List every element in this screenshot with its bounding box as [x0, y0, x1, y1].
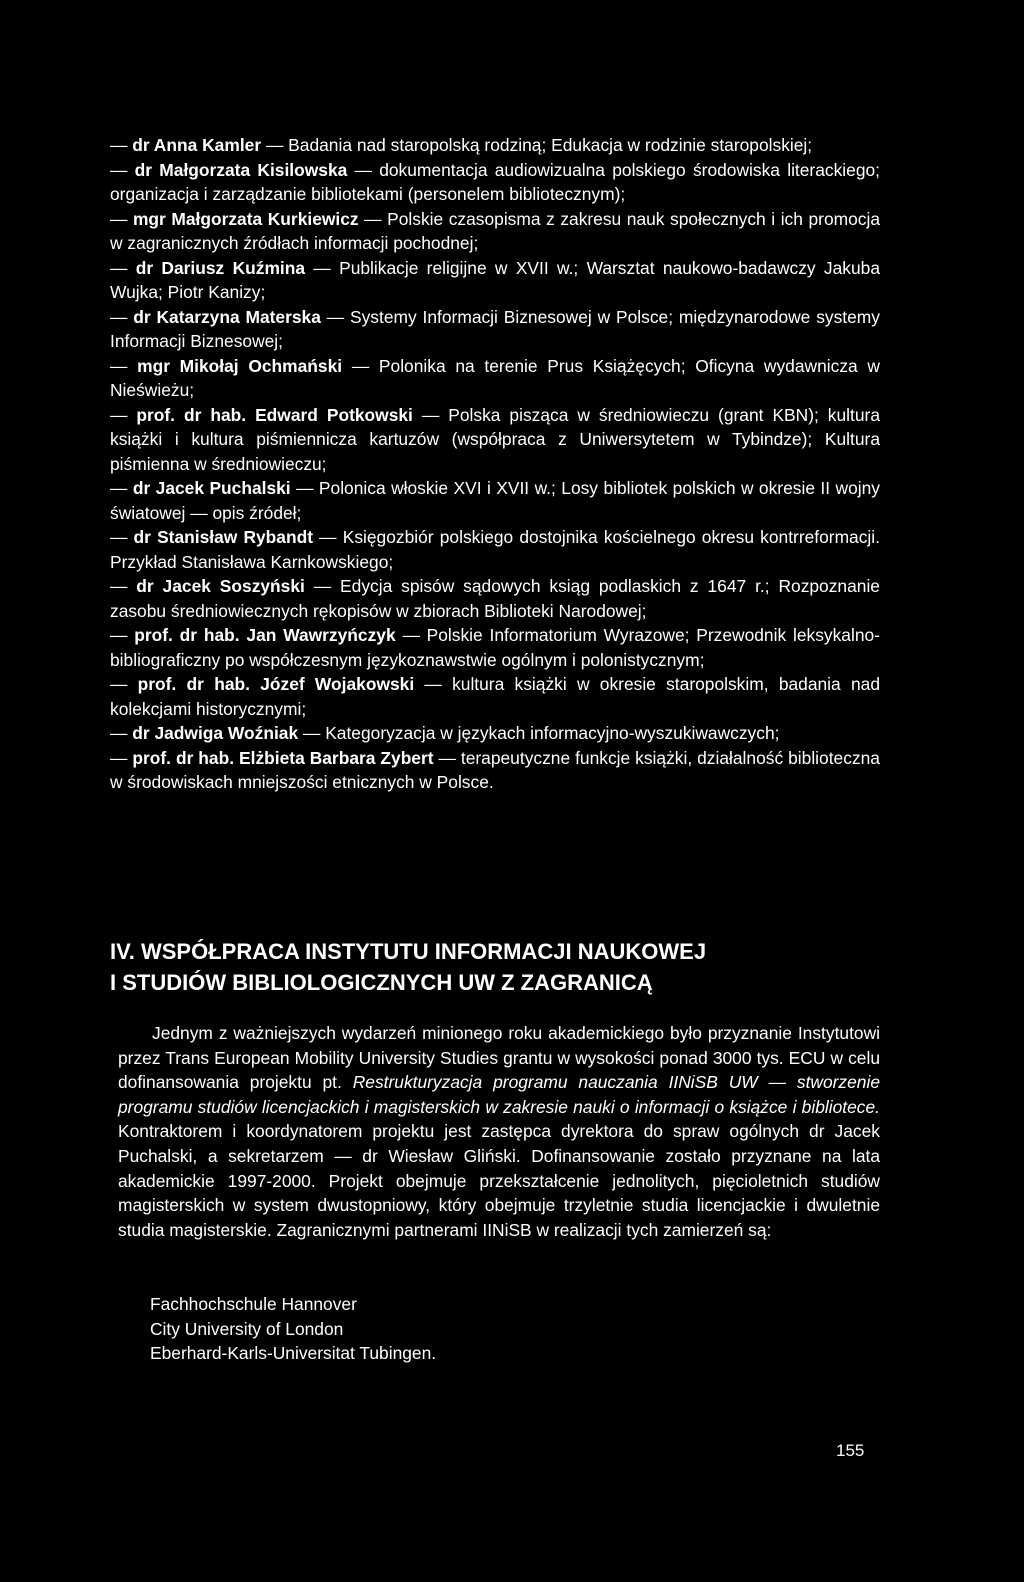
research-topics: Publikacje religijne w XVII w.; Warsztat naukowo-badawczy Jakuba Wujka; Piotr Kanizy; — [110, 257, 880, 302]
partner-list — [150, 1292, 436, 1366]
list-item: — dr Jacek Puchalski — Polonica włoskie XVI i XVII w.; Losy bibliotek polskich w okresie II wojny światowej — opis źródeł; — [110, 478, 880, 523]
person-name: dr Katarzyna Materska — [133, 306, 321, 327]
partner-item: Fachhochschule Hannover — [150, 1294, 357, 1314]
person-name: dr Anna Kamler — [132, 135, 262, 155]
person-name: prof. dr hab. Jan Wawrzyńczyk — [134, 625, 396, 645]
research-topics: Badania nad staropolską rodziną; Edukacja w rodzinie staropolskiej; — [288, 135, 813, 155]
section-heading-line: I STUDIÓW BIBLIOLOGICZNYCH UW Z ZAGRANICĄ — [110, 970, 653, 995]
section-heading-line: IV. WSPÓŁPRACA INSTYTUTU INFORMACJI NAUKOWEJ — [110, 939, 707, 964]
research-topics: Systemy Informacji Biznesowej w Polsce; międzynarodowe systemy Informacji Biznesowej; — [110, 306, 880, 351]
partner-item: City University of London — [150, 1318, 344, 1339]
research-topics: Polonika na terenie Prus Książęcych; Oficyna wydawnicza w Nieświeżu; — [110, 355, 880, 400]
research-topics: terapeutyczne funkcje książki, działalność biblioteczna w środowiskach mniejszości etnicznych w Polsce. — [110, 747, 880, 792]
person-name: prof. dr hab. Elżbieta Barbara Zybert — [132, 747, 434, 768]
person-name: dr Małgorzata Kisilowska — [134, 159, 348, 180]
list-item: — mgr Małgorzata Kurkiewicz — Polskie czasopisma z zakresu nauk społecznych i ich promocja w zagranicznych źródłach informacji pochodnej; — [110, 208, 880, 253]
research-topics: Edycja spisów sądowych ksiąg podlaskich z 1647 r.; Rozpoznanie zasobu średniowiecznych rękopisów w zbiorach Biblioteki Narodowej; — [110, 576, 880, 621]
person-name: mgr Mikołaj Ochmański — [137, 355, 343, 376]
list-item: — prof. dr hab. Edward Potkowski — Polska pisząca w średniowieczu (grant KBN); kultura książki i kultura piśmiennicza kartuzów (współpraca z Uniwersytetem w Tybindze); Kultura piśmienna w średniowieczu; — [110, 404, 880, 474]
staff-research-list — [110, 133, 880, 795]
research-topics: Polskie czasopisma z zakresu nauk społecznych i ich promocja w zagranicznych źródłach informacji pochodnej; — [110, 208, 880, 253]
list-item: — mgr Mikołaj Ochmański — Polonika na terenie Prus Książęcych; Oficyna wydawnicza w Nieświeżu; — [110, 355, 880, 400]
list-item: — prof. dr hab. Jan Wawrzyńczyk — Polskie Informatorium Wyrazowe; Przewodnik leksykalno-bibliograficzny po współczesnym językoznawstwie ogólnym i polonistycznym; — [110, 625, 880, 670]
person-name: prof. dr hab. Edward Potkowski — [136, 404, 413, 425]
list-item: — dr Jacek Soszyński — Edycja spisów sądowych ksiąg podlaskich z 1647 r.; Rozpoznanie zasobu średniowiecznych rękopisów w zbiorach Biblioteki Narodowej; — [110, 576, 880, 621]
person-name: dr Dariusz Kuźmina — [135, 257, 306, 278]
research-topics: Polskie Informatorium Wyrazowe; Przewodnik leksykalno-bibliograficzny po współczesnym językoznawstwie ogólnym i polonistycznym; — [110, 625, 880, 670]
research-topics: Polonica włoskie XVI i XVII w.; Losy bibliotek polskich w okresie II wojny światowej — opis źródeł; — [110, 478, 880, 523]
list-item: — dr Jadwiga Woźniak — Kategoryzacja w językach informacyjno-wyszukiwawczych; — [110, 723, 780, 743]
list-item: — dr Małgorzata Kisilowska — dokumentacja audiowizualna polskiego środowiska literackiego; organizacja i zarządzanie bibliotekami (personelem bibliotecznym); — [110, 159, 880, 204]
person-name: dr Stanisław Rybandt — [133, 527, 314, 547]
list-item: — prof. dr hab. Elżbieta Barbara Zybert — terapeutyczne funkcje książki, działalność biblioteczna w środowiskach mniejszości etnicznych w Polsce. — [110, 747, 880, 792]
person-name: dr Jacek Soszyński — [136, 576, 305, 596]
list-item: — dr Dariusz Kuźmina — Publikacje religijne w XVII w.; Warsztat naukowo-badawczy Jakuba Wujka; Piotr Kanizy; — [110, 257, 880, 302]
list-item: — dr Anna Kamler — Badania nad staropolską rodziną; Edukacja w rodzinie staropolskiej; — [110, 135, 813, 155]
list-item: — dr Stanisław Rybandt — Księgozbiór polskiego dostojnika kościelnego okresu kontrreformacji. Przykład Stanisława Karnkowskiego; — [110, 527, 880, 572]
research-topics: dokumentacja audiowizualna polskiego środowiska literackiego; organizacja i zarządzanie bibliotekami (personelem bibliotecznym); — [110, 159, 880, 204]
person-name: dr Jadwiga Woźniak — [132, 723, 299, 743]
page-number: 155 — [836, 1441, 865, 1460]
research-topics: Polska pisząca w średniowieczu (grant KBN); kultura książki i kultura piśmiennicza kartuzów (współpraca z Uniwersytetem w Tybindze); Kultura piśmienna w średniowieczu; — [110, 404, 880, 474]
partner-item: Eberhard-Karls-Universitat Tubingen. — [150, 1343, 437, 1364]
list-item: — prof. dr hab. Józef Wojakowski — kultura książki w okresie staropolskim, badania nad kolekcjami historycznymi; — [110, 674, 880, 719]
project-title: Restrukturyzacja programu nauczania IINiSB UW — stworzenie programu studiów licencjackich i magisterskich w zakresie nauki o informacji o książce i bibliotece. — [118, 1072, 881, 1117]
list-item: — dr Katarzyna Materska — Systemy Informacji Biznesowej w Polsce; międzynarodowe systemy Informacji Biznesowej; — [110, 306, 880, 351]
person-name: prof. dr hab. Józef Wojakowski — [137, 674, 415, 694]
research-topics: kultura książki w okresie staropolskim, badania nad kolekcjami historycznymi; — [110, 674, 880, 719]
research-topics: Kategoryzacja w językach informacyjno-wyszukiwawczych; — [325, 723, 780, 743]
research-topics: Księgozbiór polskiego dostojnika kościelnego okresu kontrreformacji. Przykład Stanisława Karnkowskiego; — [110, 527, 880, 572]
person-name: dr Jacek Puchalski — [132, 478, 291, 498]
section-heading — [110, 936, 890, 998]
section-paragraph: Jednym z ważniejszych wydarzeń minionego roku akademickiego było przyznanie Instytutowi przez Trans European Mobility University Studies grantu w wysokości ponad 3000 tys. ECU w celu dofinansowania projektu pt. Restrukturyzacja programu nauczania IINiSB UW — stworzenie programu studiów licencjackich i magisterskich w zakresie nauki o informacji o książce i bibliotece. Kontraktorem i koordynatorem projektu jest zastępca dyrektora do spraw ogólnych dr Jacek Puchalski, a sekretarzem — dr Wiesław Gliński. Dofinansowanie zostało przyznane na lata akademickie 1997-2000. Projekt obejmuje przekształcenie jednolitych, pięcioletnich studiów magisterskich w system dwustopniowy, który obejmuje trzyletnie studia licencjackie i dwuletnie studia magisterskie. Zagranicznymi partnerami IINiSB w realizacji tych zamierzeń są: — [118, 1023, 881, 1240]
person-name: mgr Małgorzata Kurkiewicz — [132, 208, 359, 229]
